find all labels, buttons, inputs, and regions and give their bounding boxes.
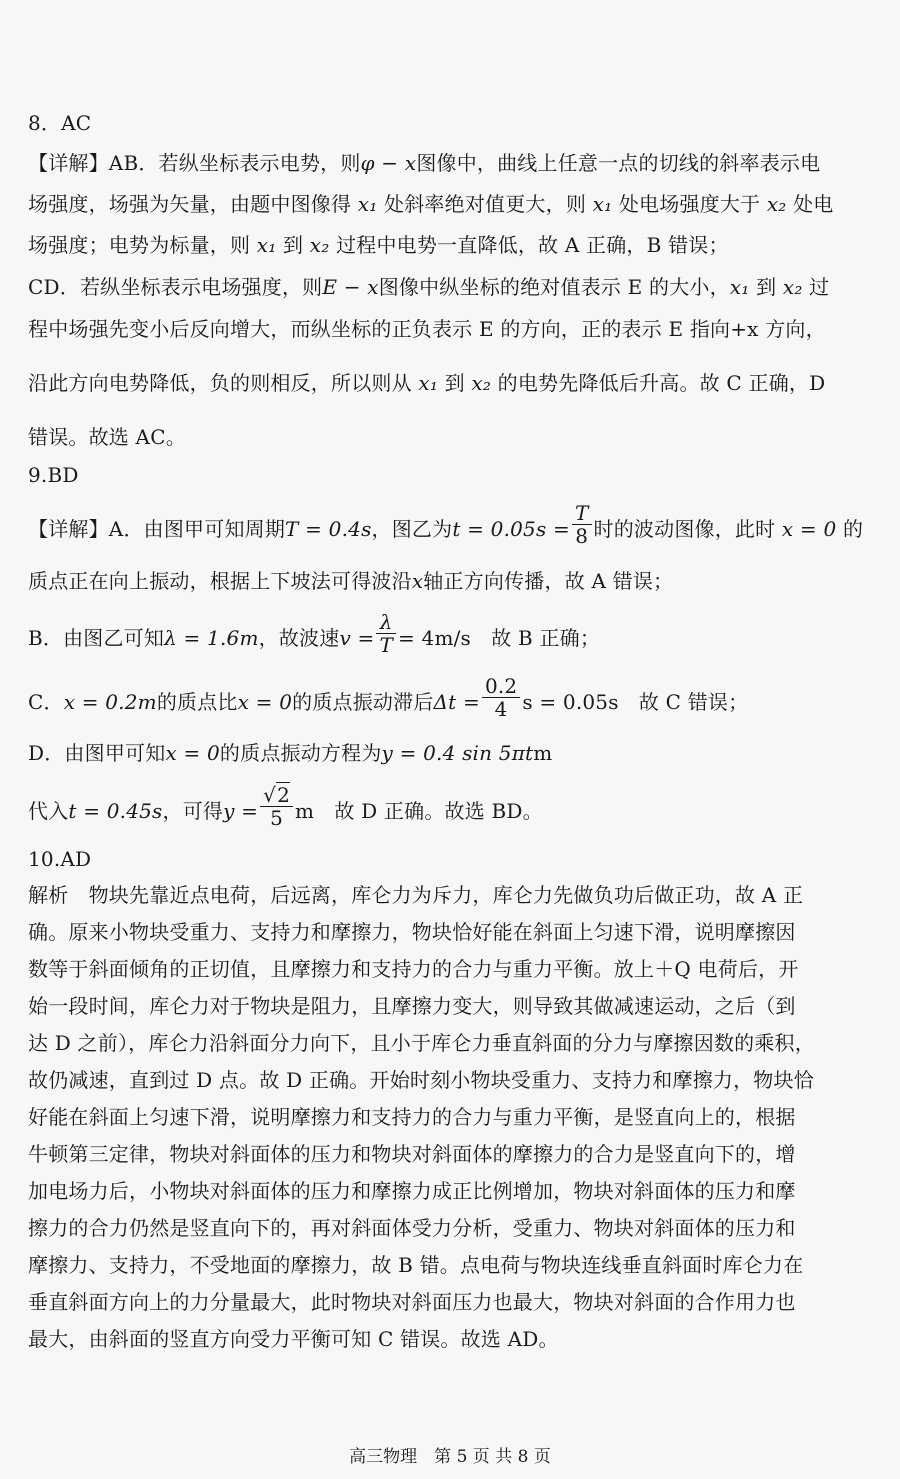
q9-line-b: B．由图乙可知λ = 1.6m，故波速v = $\frac{\lambda}{T}$ = 4m/s 故 B 正确； [28, 610, 601, 657]
q8-line-7: 错误。故选 AC。 [28, 425, 186, 449]
q10-line: 故仍减速，直到过 D 点。故 D 正确。开始时刻小物块受重力、支持力和摩擦力，物块恰 [28, 1068, 814, 1092]
q8-line-6: 沿此方向电势降低，负的则相反，所以则从 x₁ 到 x₂ 的电势先降低后升高。故 C 正确，D [28, 371, 826, 395]
q10-line: 最大，由斜面的竖直方向受力平衡可知 C 错误。故选 AD。 [28, 1327, 559, 1351]
q10-line: 始一段时间，库仑力对于物块是阻力，且摩擦力变大，则导致其做减速运动，之后（到 [28, 994, 796, 1018]
q9-line-a2: 质点正在向上振动，根据上下坡法可得波沿x轴正方向传播，故 A 错误； [28, 569, 674, 593]
q10-line: 擦力的合力仍然是竖直向下的，再对斜面体受力分析，受重力、物块对斜面体的压力和 [28, 1216, 796, 1240]
q9-label: 9.BD [28, 463, 79, 487]
q8-line-2: 场强度，场强为矢量，由题中图像得 x₁ 处斜率绝对值更大，则 x₁ 处电场强度大于 x₂ 处电 [28, 192, 834, 216]
page-footer: 高三物理 第 5 页 共 8 页 [349, 1447, 551, 1467]
q10-line: 垂直斜面方向上的力分量最大，此时物块对斜面压力也最大，物块对斜面的合作用力也 [28, 1290, 796, 1314]
fraction-lambda-over-T: $\frac{\lambda}{T}$ [376, 611, 396, 656]
q10-line: 数等于斜面倾角的正切值，且摩擦力和支持力的合力与重力平衡。放上＋Q 电荷后，开 [28, 957, 799, 981]
q8-line-5: 程中场强先变小后反向增大，而纵坐标的正负表示 E 的方向，正的表示 E 指向+x 方向， [28, 317, 826, 341]
q10-line: 解析 物块先靠近点电荷，后远离，库仑力为斥力，库仑力先做负功后做正功，故 A 正 [28, 883, 804, 907]
fraction-0.2-over-4: $\frac{0.2}{4}$ [482, 675, 520, 720]
q10-label: 10.AD [28, 847, 92, 871]
q9-line-a: 【详解】A．由图甲可知周期T = 0.4s，图乙为t = 0.05s = $\frac{T}{8}$ 时的波动图像，此时 x = 0 的 [28, 501, 864, 548]
q8-line-1: 【详解】AB．若纵坐标表示电势，则φ − x图像中，曲线上任意一点的切线的斜率表示电 [28, 151, 821, 175]
q9-line-c: C．x = 0.2m的质点比x = 0的质点振动滞后Δt = $\frac{0.2}{4}$ s = 0.05s 故 C 错误； [28, 674, 749, 721]
q9-line-d2: 代入t = 0.45s，可得y = $\frac{√2}{5}$ m 故 D 正确。故选 BD。 [28, 783, 543, 830]
q8-line-4: CD．若纵坐标表示电场强度，则E − x图像中纵坐标的绝对值表示 E 的大小，x₁ 到 x₂ 过 [28, 275, 830, 299]
fraction-T-over-8: $\frac{T}{8}$ [572, 502, 592, 547]
fraction-sqrt2-over-5: $\frac{√2}{5}$ [260, 784, 293, 829]
q10-line: 好能在斜面上匀速下滑，说明摩擦力和支持力的合力与重力平衡，是竖直向上的，根据 [28, 1105, 796, 1129]
q10-line: 确。原来小物块受重力、支持力和摩擦力，物块恰好能在斜面上匀速下滑，说明摩擦因 [28, 920, 796, 944]
q10-line: 加电场力后，小物块对斜面体的压力和摩擦力成正比例增加，物块对斜面体的压力和摩 [28, 1179, 796, 1203]
q10-line: 摩擦力、支持力，不受地面的摩擦力，故 B 错。点电荷与物块连线垂直斜面时库仑力在 [28, 1253, 804, 1277]
q8-line-3: 场强度；电势为标量，则 x₁ 到 x₂ 过程中电势一直降低，故 A 正确，B 错误； [28, 233, 729, 257]
q10-line: 牛顿第三定律，物块对斜面体的压力和物块对斜面体的摩擦力的合力是竖直向下的，增 [28, 1142, 796, 1166]
q9-line-d: D．由图甲可知x = 0的质点振动方程为y = 0.4 sin 5πtm [28, 741, 553, 765]
q8-label: 8．AC [28, 111, 92, 135]
q10-line: 达 D 之前），库仑力沿斜面分力向下，且小于库仑力垂直斜面的分力与摩擦因数的乘积， [28, 1031, 815, 1055]
